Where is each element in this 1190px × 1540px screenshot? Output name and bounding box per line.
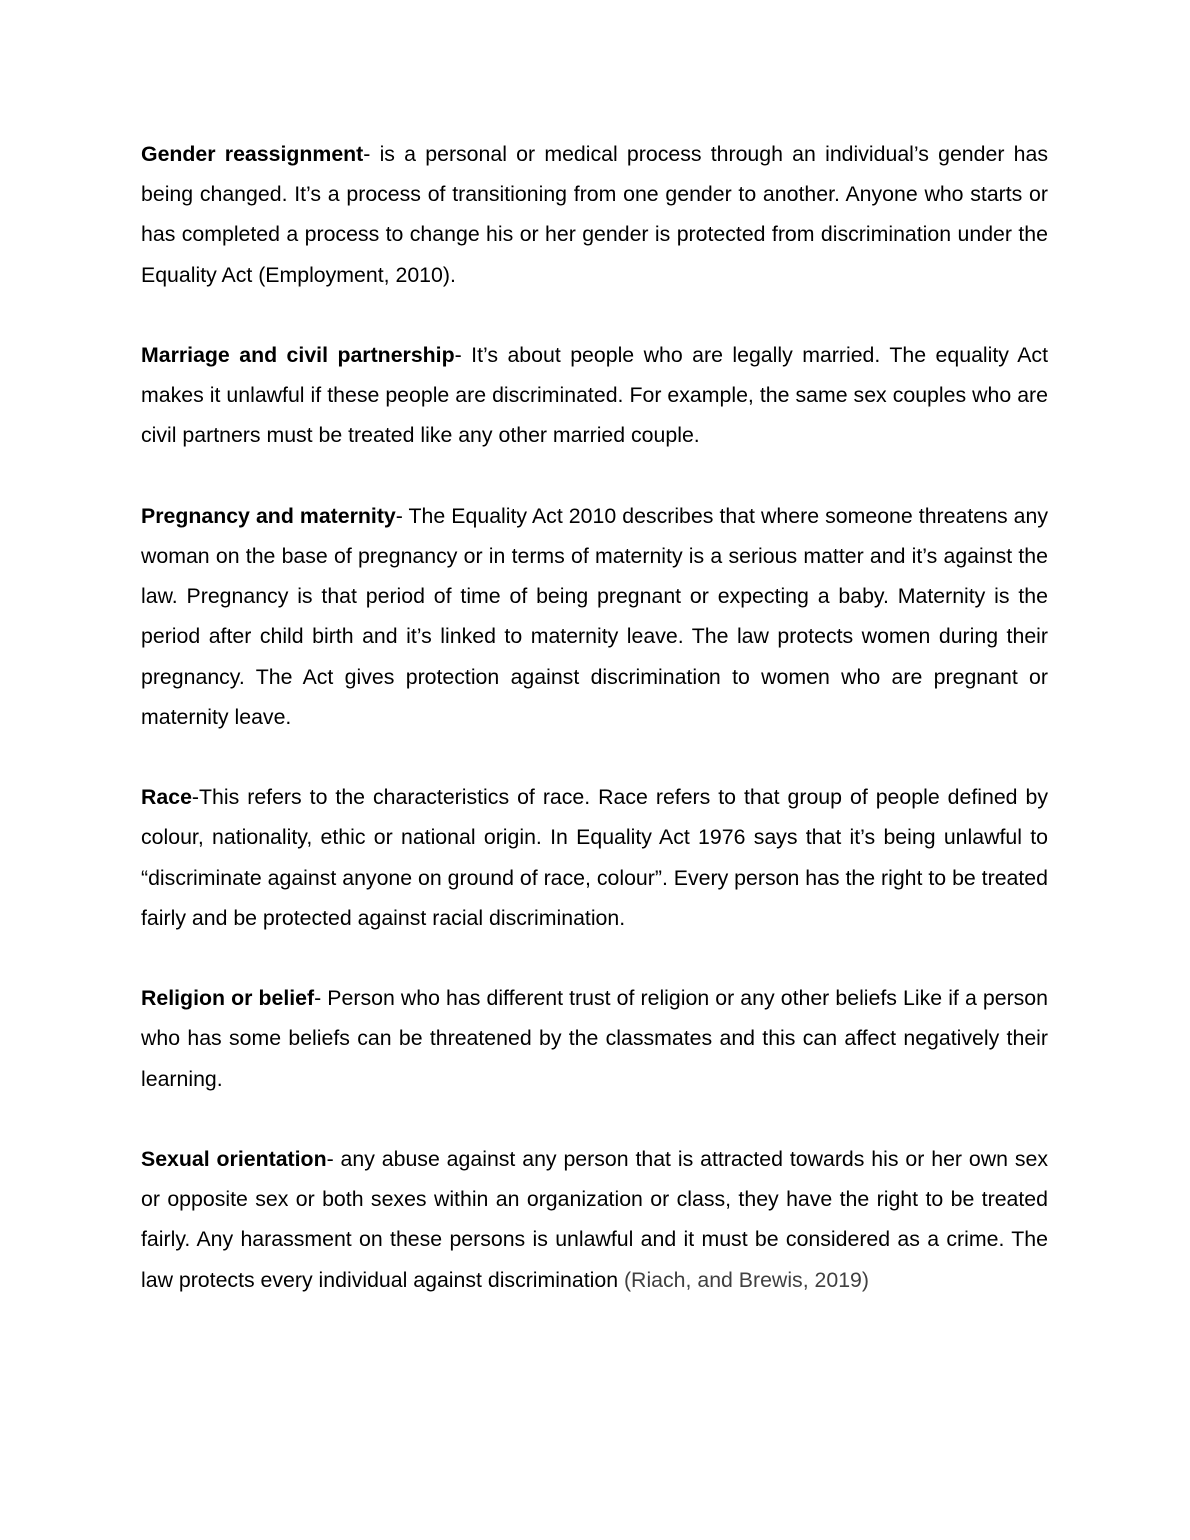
paragraph-pregnancy-maternity xyxy=(141,496,1048,737)
term-heading: Religion or belief xyxy=(141,986,315,1011)
paragraph-body: - Person who has different trust of religion or any other beliefs Like if a person who has some beliefs can be threatened by the classmates and this can affect negatively their learning. xyxy=(141,986,1048,1091)
term-heading: Pregnancy and maternity xyxy=(141,503,396,528)
paragraph-religion-belief xyxy=(141,978,1048,1099)
paragraph-race xyxy=(141,777,1048,938)
paragraph-gender-reassignment xyxy=(141,134,1048,295)
document-page xyxy=(141,134,1048,1340)
paragraph-body: - any abuse against any person that is attracted towards his or her own sex or opposite sex or both sexes within an organization or class, they have the right to be treated fairly. Any harassment on these persons is unlawful and it must be considered as a crime. The law protects every individual against discrimination xyxy=(141,1147,1048,1292)
paragraph-sexual-orientation xyxy=(141,1139,1048,1300)
term-heading: Race xyxy=(141,785,192,810)
paragraph-marriage-civil-partnership xyxy=(141,335,1048,456)
citation: (Riach, and Brewis, 2019) xyxy=(623,1267,869,1292)
paragraph-body: - The Equality Act 2010 describes that where someone threatens any woman on the base of pregnancy or in terms of maternity is a serious matter and it’s against the law. Pregnancy is that period of time of being pregnant or expecting a baby. Maternity is the period after child birth and it’s linked to maternity leave. The law protects women during their pregnancy. The Act gives protection against discrimination to women who are pregnant or maternity leave. xyxy=(141,503,1048,729)
term-heading: Gender reassignment xyxy=(141,142,364,166)
paragraph-body: - is a personal or medical process through an individual’s gender has being changed. It’s a process of transitioning from one gender to another. Anyone who starts or has completed a process to change his or her gender is protected from discrimination under the Equality Act (Employment, 2010). xyxy=(141,142,1048,287)
term-heading: Sexual orientation xyxy=(141,1147,327,1171)
paragraph-body: - It’s about people who are legally married. The equality Act makes it unlawful if these people are discriminated. For example, the same sex couples who are civil partners must be treated like any other married couple. xyxy=(141,343,1049,448)
term-heading: Marriage and civil partnership xyxy=(141,343,455,367)
paragraph-body: -This refers to the characteristics of race. Race refers to that group of people defined by colour, nationality, ethic or national origin. In Equality Act 1976 says that it’s being unlawful to “discriminate against anyone on ground of race, colour”. Every person has the right to be treated fairly and be protected against racial discrimination. xyxy=(141,785,1048,930)
